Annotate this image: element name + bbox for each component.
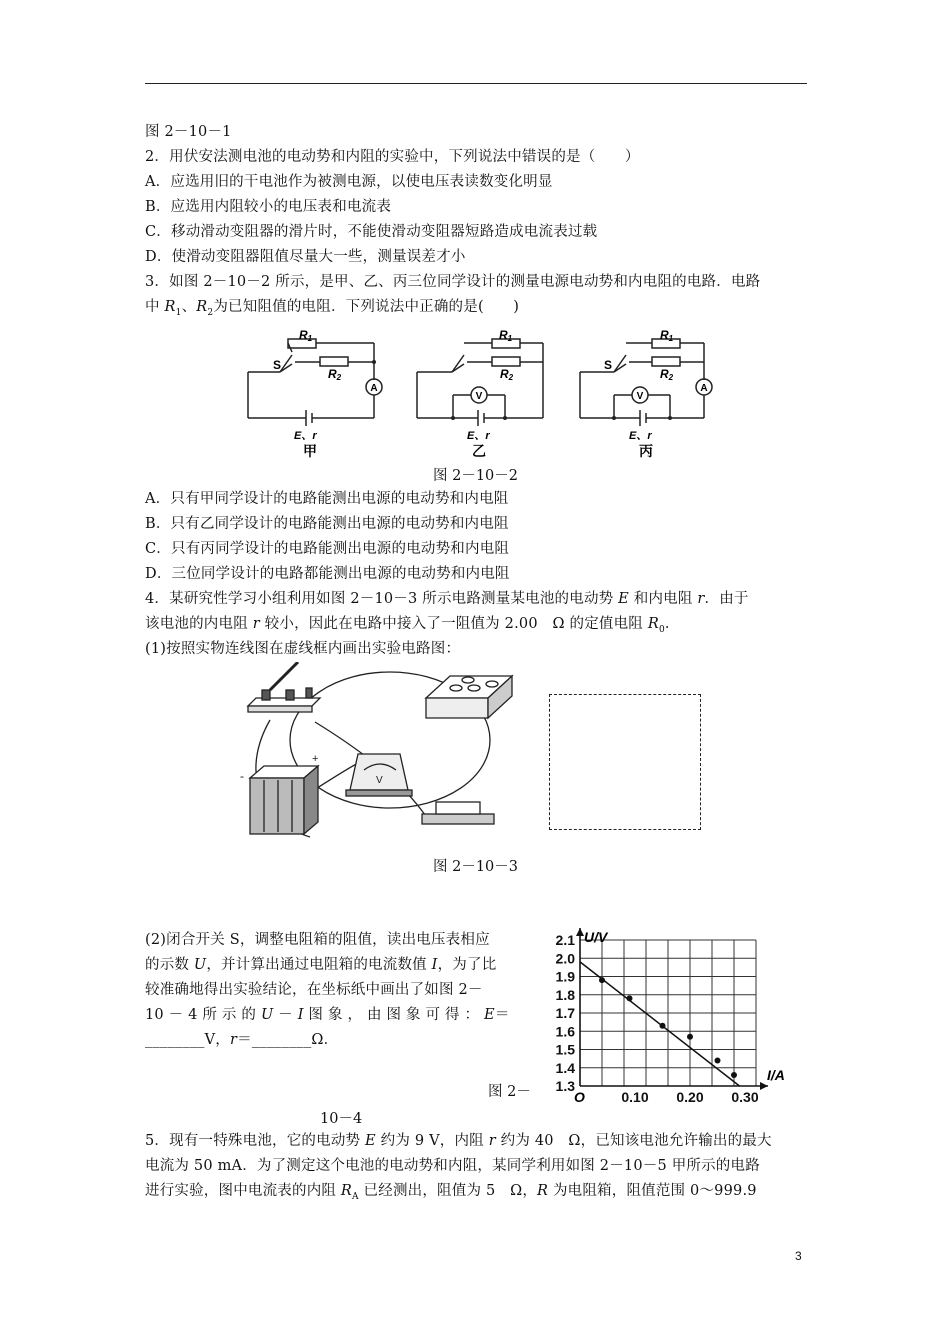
- svg-text:E、r: E、r: [467, 430, 490, 442]
- header-rule: [145, 83, 807, 84]
- figure-caption-2-10-4-b: 10－4: [320, 1111, 363, 1127]
- x-tick-label: 0.10: [621, 1089, 649, 1105]
- q4-part2-line1: (2)闭合开关 S，调整电阻箱的阻值，读出电压表相应: [145, 932, 490, 948]
- data-point: [731, 1072, 737, 1078]
- q3-stem-line1: 3．如图 2－10－2 所示，是甲、乙、丙三位同学设计的测量电源电动势和内电阻的电路．电路: [145, 274, 761, 290]
- svg-text:E、r: E、r: [629, 430, 652, 442]
- svg-text:R2: R2: [660, 367, 674, 382]
- x-axis-label: I/A: [767, 1067, 785, 1083]
- svg-text:A: A: [700, 383, 708, 394]
- apparatus-wiring-figure: [240, 662, 530, 842]
- y-tick-label: 1.7: [555, 1005, 575, 1021]
- y-tick-label: 2.0: [555, 950, 575, 967]
- q2-option-b: B．应选用内阻较小的电压表和电流表: [145, 199, 392, 215]
- y-tick-label: 2.1: [555, 932, 575, 948]
- data-point: [660, 1023, 666, 1029]
- battery-pack: [240, 753, 318, 834]
- x-tick-label: 0.30: [731, 1089, 759, 1105]
- svg-text:R1: R1: [299, 328, 313, 343]
- q2-option-d: D．使滑动变阻器阻值尽量大一些，测量误差才小: [145, 249, 466, 265]
- q2-option-c: C．移动滑动变阻器的滑片时，不能使滑动变阻器短路造成电流表过载: [145, 224, 598, 240]
- x-axis-arrow: [760, 1082, 768, 1090]
- svg-text:R2: R2: [500, 367, 514, 382]
- q2-stem: 2．用伏安法测电池的电动势和内阻的实验中，下列说法中错误的是（ ）: [145, 149, 640, 165]
- svg-text:+: +: [312, 753, 319, 765]
- fixed-resistor: [422, 802, 494, 824]
- origin-label: O: [574, 1089, 585, 1105]
- data-point: [599, 977, 605, 983]
- u-i-graph: [540, 924, 800, 1106]
- q4-part2-line3: 较准确地得出实验结论，在坐标纸中画出了如图 2－: [145, 982, 483, 998]
- q3-option-b: B．只有乙同学设计的电路能测出电源的电动势和内电阻: [145, 516, 509, 532]
- q5-line3: 进行实验，图中电流表的内阻 $R_A$ 已经测出，阻值为 5 Ω，R 为电阻箱，阻值范围 0～999.9: [145, 1183, 757, 1202]
- svg-text:丙: 丙: [639, 443, 653, 459]
- y-axis-arrow: [576, 928, 584, 936]
- figure-caption-2-10-3: 图 2－10－3: [433, 859, 519, 875]
- y-tick-label: 1.3: [555, 1078, 575, 1094]
- y-tick-label: 1.8: [555, 986, 575, 1003]
- figure-caption-2-10-4-a: 图 2－: [488, 1084, 531, 1100]
- q3-option-a: A．只有甲同学设计的电路能测出电源的电动势和内电阻: [145, 491, 509, 507]
- circuit-jia: [248, 339, 382, 426]
- svg-text:甲: 甲: [303, 443, 317, 459]
- y-tick-label: 1.4: [555, 1059, 575, 1076]
- y-tick-label: 1.9: [555, 968, 575, 985]
- svg-text:V: V: [376, 775, 383, 786]
- figure-2-10-2-circuits: [240, 322, 720, 462]
- data-point: [627, 995, 633, 1001]
- svg-text:R1: R1: [499, 328, 513, 343]
- q4-stem-line1: 4．某研究性学习小组利用如图 2－10－3 所示电路测量某电池的电动势 E 和内电阻 r．由于: [145, 591, 749, 607]
- svg-text:A: A: [370, 383, 378, 394]
- svg-text:V: V: [475, 391, 483, 402]
- q4-part1: (1)按照实物连线图在虚线框内画出实验电路图：: [145, 641, 461, 657]
- svg-text:R1: R1: [660, 328, 674, 343]
- y-axis-label: U/V: [584, 929, 608, 945]
- svg-text:V: V: [636, 391, 644, 402]
- answer-dashed-box: [549, 694, 701, 830]
- circuit-yi: [417, 339, 543, 426]
- q5-line1: 5．现有一特殊电池，它的电动势 E 约为 9 V，内阻 r 约为 40 Ω，已知该电池允许输出的最大: [145, 1133, 772, 1149]
- q3-option-c: C．只有丙同学设计的电路能测出电源的电动势和内电阻: [145, 541, 510, 557]
- q4-stem-line2: 该电池的内电阻 r 较小，因此在电路中接入了一阻值为 2.00 Ω 的定值电阻 $R_0$．: [145, 616, 680, 635]
- resistance-box: [426, 676, 512, 718]
- q5-line2: 电流为 50 mA．为了测定这个电池的电动势和内阻，某同学利用如图 2－10－5 甲所示的电路: [145, 1158, 760, 1174]
- q4-part2-line4: 10 － 4 所 示 的 U － I 图 象 ， 由 图 象 可 得 ： E＝: [145, 1007, 510, 1023]
- figure-caption-2-10-1: 图 2－10－1: [145, 124, 232, 140]
- q4-part2-line2: 的示数 U，并计算出通过电阻箱的电流数值 I，为了比: [145, 957, 497, 973]
- data-point: [687, 1034, 693, 1040]
- y-tick-label: 1.6: [555, 1023, 575, 1040]
- y-tick-label: 1.5: [555, 1041, 575, 1058]
- svg-text:乙: 乙: [472, 443, 486, 459]
- x-tick-label: 0.20: [676, 1089, 704, 1105]
- svg-text:R2: R2: [328, 367, 342, 382]
- q3-stem-line2: 中 $R_1$、$R_2$为已知阻值的电阻．下列说法中正确的是( ): [145, 299, 520, 318]
- voltmeter-meter: [346, 754, 412, 796]
- svg-text:-: -: [240, 769, 244, 783]
- svg-text:E、r: E、r: [294, 430, 317, 442]
- figure-caption-2-10-2: 图 2－10－2: [433, 468, 519, 484]
- q2-option-a: A．应选用旧的干电池作为被测电源，以使电压表读数变化明显: [145, 174, 553, 190]
- q3-option-d: D．三位同学设计的电路都能测出电源的电动势和内电阻: [145, 566, 510, 582]
- q4-part2-line5: ________V，r＝________Ω．: [145, 1032, 339, 1048]
- circuit-bing: [580, 339, 712, 426]
- data-point: [715, 1057, 721, 1063]
- svg-text:S: S: [273, 358, 282, 372]
- knife-switch: [248, 662, 320, 712]
- svg-text:S: S: [604, 358, 613, 372]
- page-number: 3: [795, 1249, 802, 1263]
